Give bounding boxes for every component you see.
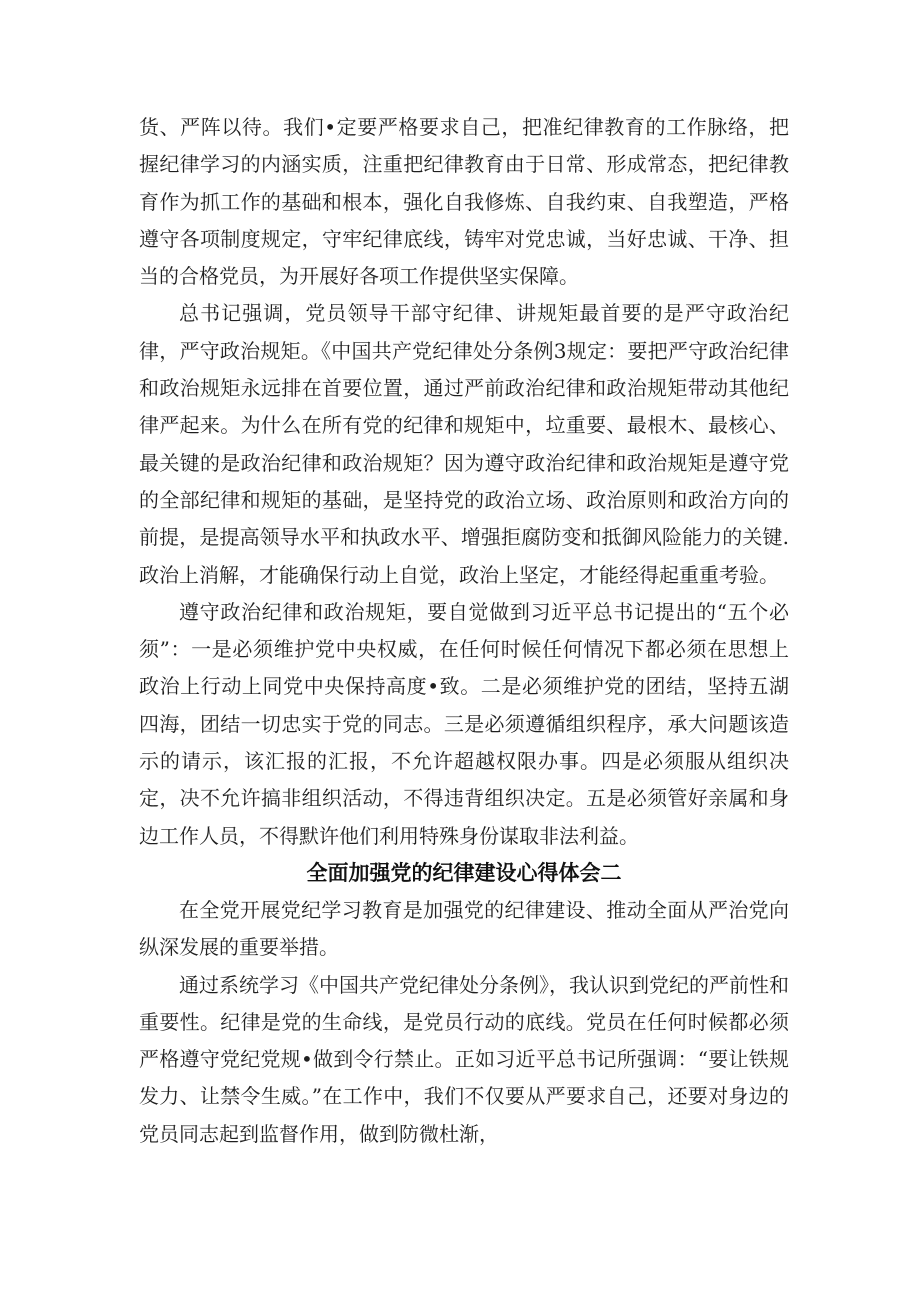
section-paragraph-2: 通过系统学习《中国共产党纪律处分条例》，我认识到党纪的严前性和重要性。纪律是党的生命线，是党员行动的底线。党员在任何时候都必须严格遵守党纪党规•做到令行禁止。正如习近平总书记所强调：“要让铁规发力、让禁令生威。”在工作中，我们不仅要从严要求自己，还要对身边的党员同志起到监督作用，做到防微杜渐，: [139, 972, 789, 1146]
paragraph-3: 遵守政治纪律和政治规矩，要自觉做到习近平总书记提出的“五个必须”：一是必须维护党中央权威，在任何时候任何情况下都必须在思想上政治上行动上同党中央保持高度•致。二是必须维护党的团结，坚持五湖四海，团结一切忠实于党的同志。三是必须遵循组织程序，承大问题该造示的请示，该汇报的汇报，不允许超越权限办事。四是必须服从组织决定，决不允许搞非组织活动，不得违背组织决定。五是必须管好亲属和身边工作人员，不得默许他们利用特殊身份谋取非法利益。: [139, 599, 789, 848]
paragraph-2: 总书记强调，党员领导干部守纪律、讲规矩最首要的是严守政治纪律，严守政治规矩。《中国共产党纪律处分条例3规定：要把严守政治纪律和政治规矩永远排在首要位置，通过严前政治纪律和政治规矩带动其他纪律严起来。为什么在所有党的纪律和规矩中，垃重要、最根木、最核心、最关键的是政治纪律和政治规矩？因为遵守政治纪律和政治规矩是遵守党的全部纪律和规矩的基础，是坚持党的政治立场、政治原则和政治方向的前提，是提高领导水平和执政水平、增强拒腐防变和抵御风险能力的关键.政治上消解，才能确保行动上自觉，政治上坚定，才能经得起重重考验。: [139, 301, 789, 587]
document-body: [139, 109, 789, 1153]
section-paragraph-1: 在全党开展党纪学习教育是加强党的纪律建设、推动全面从严治党向纵深发展的重要举措。: [139, 897, 789, 960]
paragraph-1: 货、严阵以待。我们•定要严格要求自己，把准纪律教育的工作脉络，把握纪律学习的内涵实质，注重把纪律教育由于日常、形成常态，把纪律教育作为抓工作的基础和根本，强化自我修炼、自我约束、自我塑造，严格遵守各项制度规定，守牢纪律底线，铸牢对党忠诚，当好忠诚、干净、担当的合格党员，为开展好各项工作提供坚实保障。: [139, 115, 789, 289]
section-heading: 全面加强党的纪律建设心得体会二: [306, 860, 622, 885]
